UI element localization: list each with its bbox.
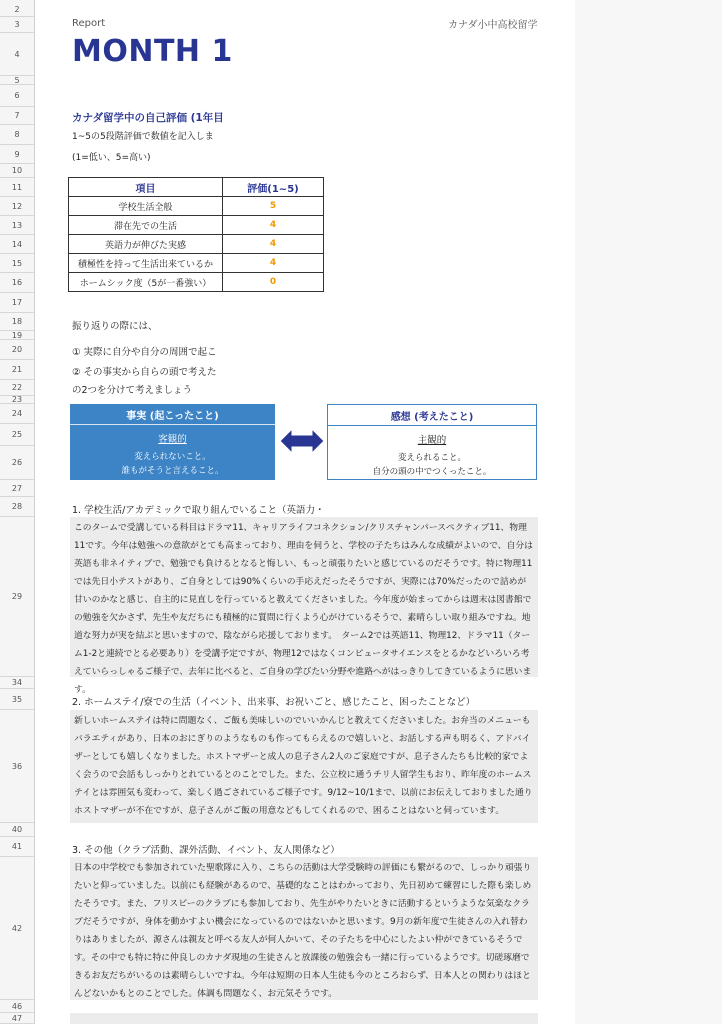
row-number[interactable]: 5 [0, 76, 34, 85]
feeling-box-line-1: 変えられること。 [397, 453, 466, 463]
row-number[interactable]: 14 [0, 235, 34, 254]
section-answer[interactable]: 日本の中学校でも参加されていた聖歌隊に入り、こちらの活動は大学受験時の評価にも繋がるので、しっかり頑張りたいと仰っていました。以前にも経験があるので、基礎的なことはわかっており、先日初めて練習にした際も楽しめたそうです。また、フリスビーのクラブにも参加しており、先生がやりたいときに活動するというような気楽なクラブだそうですが、身体を動かすよい機会になっているのではないかと思います。9月の新年度で生徒さんの入れ替わりはありましたが、源さんは親友と呼べる友人が何人かいて、その子たちを中心にしたよい仲ができているそうです。その中でも特に特に仲良しのカナダ現地の生徒さんと放課後の勉強会も一緒に行っているようです。切磋琢磨できるお友だちがいるのは素晴らしいですね。今年は短期の日本人生徒も今のところおらず、日本人との関わりはほとんどないかもとのことでした。体調も問題なく、お元気そうです。 [70, 857, 538, 1000]
row-number[interactable]: 36 [0, 710, 34, 823]
feeling-box-subtitle: 主観的 [417, 435, 447, 446]
eval-item[interactable]: 英語力が伸びた実感 [69, 235, 223, 254]
row-number[interactable]: 40 [0, 823, 34, 837]
row-number[interactable]: 8 [0, 125, 34, 145]
report-label: Report [72, 18, 106, 29]
eval-item[interactable]: ホームシック度（5が一番強い） [69, 273, 223, 292]
section-question: 1. 学校生活/アカデミックで取り組んでいること（英語力・ [72, 505, 325, 516]
section-answer[interactable]: 新しいホームステイは特に問題なく、ご飯も美味しいのでいいかんじと教えてくださいました。お弁当のメニューもバラエティがあり、日本のおにぎりのようなものも作ってもらえるので嬉しいと、お話しする声も明るく、アドバイザーとしても嬉しくなりました。ホストマザーと成人の息子さん2人のご家庭ですが、息子さんたちも比較的家でよく会うので会話もしっかりとれているとのことでした。また、公立校に通うチリ人留学生もおり、昨年度のホームステイとは雰囲気も変わって、楽しく過ごされているご様子です。9/12~10/1まで、以前にお伝えしておりました通りホストマザーが不在ですが、息子さんがご飯の用意などもしてくれるので、困ることはないと伺っています。 [70, 710, 538, 823]
row-number[interactable]: 27 [0, 480, 34, 497]
page-title: MONTH 1 [72, 34, 233, 69]
self-eval-scale-note: (1=低い、5=高い) [72, 153, 151, 163]
column-header-score: 評価(1~5) [223, 178, 324, 197]
school-label: カナダ小中高校留学 [448, 20, 538, 31]
feeling-box [327, 404, 537, 480]
row-header-column [0, 0, 35, 1024]
table-row [69, 235, 324, 254]
row-number[interactable]: 17 [0, 293, 34, 313]
eval-score[interactable]: 5 [223, 197, 324, 216]
reflection-intro: 振り返りの際には、 [72, 321, 158, 332]
next-section-cell[interactable] [70, 1013, 538, 1024]
row-number[interactable]: 41 [0, 837, 34, 857]
row-number[interactable]: 46 [0, 1000, 34, 1013]
reflection-point-1: ① 実際に自分や自分の周囲で起こ [72, 347, 217, 358]
fact-box-divider [70, 424, 275, 425]
row-number[interactable]: 28 [0, 497, 34, 517]
table-row [69, 197, 324, 216]
self-eval-title: カナダ留学中の自己評価 (1年目 [72, 112, 224, 124]
double-arrow-icon [280, 427, 324, 455]
row-number[interactable]: 24 [0, 404, 34, 424]
column-header-item: 項目 [69, 178, 223, 197]
row-number[interactable]: 4 [0, 33, 34, 76]
fact-box-title: 事実 (起こったこと) [126, 411, 219, 422]
row-number[interactable]: 15 [0, 254, 34, 273]
row-number[interactable]: 3 [0, 17, 34, 33]
fact-box-line-1: 変えられないこと。 [134, 452, 211, 462]
table-header-row [69, 178, 324, 197]
eval-score[interactable]: 0 [223, 273, 324, 292]
eval-score[interactable]: 4 [223, 235, 324, 254]
feeling-box-title: 感想 (考えたこと) [390, 412, 474, 423]
row-number[interactable]: 47 [0, 1013, 34, 1024]
row-number[interactable]: 12 [0, 197, 34, 216]
sheet-margin [575, 0, 722, 1024]
feeling-box-divider [328, 425, 536, 426]
eval-item[interactable]: 学校生活全般 [69, 197, 223, 216]
row-number[interactable]: 18 [0, 313, 34, 331]
self-eval-table [68, 177, 324, 292]
fact-box [70, 404, 275, 480]
section-question: 2. ホームステイ/寮での生活（イベント、出来事、お祝いごと、感じたこと、困ったことなど） [72, 697, 476, 708]
row-number[interactable]: 13 [0, 216, 34, 235]
reflection-point-3: の2つを分けて考えましょう [72, 385, 193, 396]
row-number[interactable]: 22 [0, 380, 34, 396]
table-row [69, 254, 324, 273]
section-answer[interactable]: このタームで受講している科目はドラマ11、キャリアライフコネクション/クリスチャンパースペクティブ11、物理11です。今年は勉強への意欲がとても高まっており、理由を伺うと、学校の子たちはみんな成績がよいので、自分は英語も非ネイティブで、勉強でも負けるとなると悔しい、もっと頑張りたいと感じているのだそうです。特に物理11では先日小テストがあり、ご自身としては90%くらいの手応えだったそうですが、実際には70%だったので詰めが甘いのかなと感じ、自主的に見直しを行っていると教えてくださいました。今年度が始まってからは週末は図書館での勉強を欠かさず、先生や友だちにも積極的に質問に行くよう心がけているそうで、素晴らしい取り組みですね。地道な努力が実を結ぶと思いますので、陰ながら応援しております。 ターム2では英語11、物理12、ドラマ11（ターム1-2と連続でとる必要あり）を受講予定ですが、物理12ではなくコンピュータサイエンスをとるかなどいろいろ考えていらっしゃるご様子で、去年に比べると、ご自身の学びたい分野や進路へがはっきりしてきているように思います。 [70, 517, 538, 677]
row-number[interactable]: 25 [0, 424, 34, 446]
row-number[interactable]: 26 [0, 446, 34, 480]
row-number[interactable]: 29 [0, 517, 34, 677]
eval-item[interactable]: 積極性を持って生活出来ているか [69, 254, 223, 273]
eval-score[interactable]: 4 [223, 216, 324, 235]
row-number[interactable]: 20 [0, 340, 34, 360]
row-number[interactable]: 2 [0, 3, 34, 17]
eval-score[interactable]: 4 [223, 254, 324, 273]
row-number[interactable]: 11 [0, 178, 34, 197]
table-row [69, 216, 324, 235]
row-number[interactable]: 19 [0, 331, 34, 340]
fact-box-line-2: 誰もがそうと言えること。 [121, 466, 224, 476]
table-row [69, 273, 324, 292]
row-number[interactable]: 35 [0, 689, 34, 710]
row-number[interactable]: 10 [0, 164, 34, 178]
eval-item[interactable]: 滞在先での生活 [69, 216, 223, 235]
row-number[interactable]: 34 [0, 677, 34, 689]
self-eval-instruction: 1~5の5段階評価で数値を記入しま [72, 132, 214, 142]
row-number[interactable]: 21 [0, 360, 34, 380]
row-number[interactable]: 7 [0, 107, 34, 125]
row-number[interactable]: 9 [0, 145, 34, 164]
row-number[interactable]: 16 [0, 273, 34, 293]
fact-box-subtitle: 客観的 [158, 434, 187, 445]
reflection-point-2: ② その事実から自らの頭で考えた [72, 367, 217, 378]
row-number[interactable]: 23 [0, 396, 34, 404]
section-question: 3. その他（クラブ活動、課外活動、イベント、友人関係など） [72, 845, 340, 856]
row-number[interactable]: 42 [0, 857, 34, 1000]
row-number[interactable]: 6 [0, 85, 34, 107]
feeling-box-line-2: 自分の頭の中でつくったこと。 [372, 467, 492, 477]
